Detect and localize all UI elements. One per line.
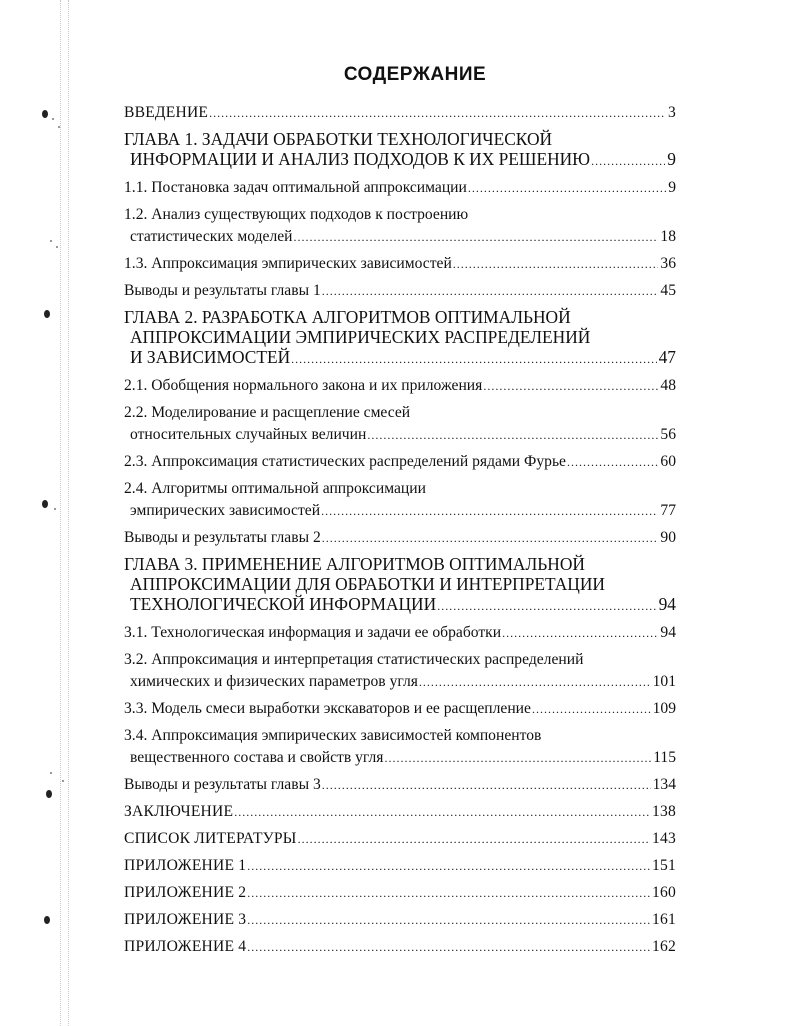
toc-entry-text: 3.2. Аппроксимация и интерпретация статистических распределений bbox=[124, 651, 584, 668]
toc-page-number: 45 bbox=[660, 282, 676, 299]
toc-page-number: 161 bbox=[652, 911, 676, 928]
toc-page-number: 101 bbox=[652, 673, 676, 690]
toc-entry bbox=[124, 774, 676, 796]
toc-entry-line bbox=[124, 500, 676, 522]
toc-entry-text: СПИСОК ЛИТЕРАТУРЫ bbox=[124, 830, 297, 847]
toc-entry-line bbox=[124, 747, 676, 769]
toc-entry-line bbox=[124, 909, 676, 931]
toc-entry-text: ЗАКЛЮЧЕНИЕ bbox=[124, 803, 234, 820]
dot-leader bbox=[291, 349, 656, 369]
toc-entry bbox=[124, 253, 676, 275]
toc-entry-text: относительных случайных величин bbox=[130, 426, 367, 443]
dot-leader bbox=[468, 177, 666, 199]
toc-entry-line bbox=[124, 574, 676, 594]
toc-page-number: 109 bbox=[652, 700, 676, 717]
toc-entry bbox=[124, 280, 676, 302]
toc-entry-text: ГЛАВА 3. ПРИМЕНЕНИЕ АЛГОРИТМОВ ОПТИМАЛЬНОЙ bbox=[124, 554, 585, 574]
toc-entry-text: И ЗАВИСИМОСТЕЙ bbox=[130, 347, 291, 367]
toc-entry bbox=[124, 129, 676, 171]
toc-entry-line bbox=[124, 327, 676, 347]
toc-entry-line bbox=[124, 204, 676, 226]
dot-leader bbox=[483, 375, 658, 397]
dot-leader bbox=[322, 280, 659, 302]
scan-margin-noise bbox=[38, 0, 78, 1026]
toc-entry-text: АППРОКСИМАЦИИ ЭМПИРИЧЕСКИХ РАСПРЕДЕЛЕНИЙ bbox=[130, 327, 591, 347]
toc-entry-text: ПРИЛОЖЕНИЕ 4 bbox=[124, 938, 247, 955]
toc-entry bbox=[124, 855, 676, 877]
toc-entry bbox=[124, 936, 676, 958]
toc-entry-text: 3.3. Модель смеси выработки экскаваторов и ее расщепление bbox=[124, 700, 531, 717]
toc-entry-text: ПРИЛОЖЕНИЕ 1 bbox=[124, 857, 247, 874]
toc-entry-text: 2.1. Обобщения нормального закона и их приложения bbox=[124, 377, 483, 394]
dot-leader bbox=[322, 527, 659, 549]
toc-entry bbox=[124, 554, 676, 616]
toc-entry-line bbox=[124, 801, 676, 823]
toc-page-number: 48 bbox=[660, 377, 676, 394]
toc-entry-line bbox=[124, 828, 676, 850]
toc-entry bbox=[124, 622, 676, 644]
dot-leader bbox=[532, 698, 651, 720]
toc-entry bbox=[124, 451, 676, 473]
toc-page-number: 115 bbox=[653, 749, 676, 766]
toc-entry-text: 1.2. Анализ существующих подходов к построению bbox=[124, 206, 469, 223]
toc-page-number: 18 bbox=[660, 228, 676, 245]
dot-leader bbox=[567, 451, 658, 473]
toc-entry-text: 2.2. Моделирование и расщепление смесей bbox=[124, 404, 411, 421]
toc-entry-line bbox=[124, 698, 676, 720]
toc-page-number: 134 bbox=[652, 776, 676, 793]
dot-leader bbox=[591, 151, 665, 171]
toc-entry-line bbox=[124, 424, 676, 446]
toc-entry bbox=[124, 307, 676, 369]
dot-leader bbox=[419, 671, 651, 693]
dot-leader bbox=[384, 747, 651, 769]
toc-entry-line bbox=[124, 478, 676, 500]
toc-page-number: 77 bbox=[660, 502, 676, 519]
dot-leader bbox=[321, 500, 658, 522]
toc-entry-line bbox=[124, 129, 676, 149]
toc-entry-line bbox=[124, 671, 676, 693]
toc-entry-text: ИНФОРМАЦИИ И АНАЛИЗ ПОДХОДОВ К ИХ РЕШЕНИЮ bbox=[130, 149, 591, 169]
toc-entry-text: ГЛАВА 2. РАЗРАБОТКА АЛГОРИТМОВ ОПТИМАЛЬНОЙ bbox=[124, 307, 571, 327]
toc-entry-text: эмпирических зависимостей bbox=[130, 502, 321, 519]
toc-page-number: 94 bbox=[658, 594, 676, 614]
toc-entry-line bbox=[124, 149, 676, 171]
dot-leader bbox=[453, 253, 659, 275]
dot-leader bbox=[294, 226, 659, 248]
dot-leader bbox=[322, 774, 651, 796]
toc-entry-line bbox=[124, 307, 676, 327]
dot-leader bbox=[247, 855, 650, 877]
toc-entry-line bbox=[124, 527, 676, 549]
toc-entry-line bbox=[124, 725, 676, 747]
toc-entry bbox=[124, 882, 676, 904]
toc-entry bbox=[124, 649, 676, 693]
dot-leader bbox=[298, 828, 650, 850]
toc-entry-text: ПРИЛОЖЕНИЕ 3 bbox=[124, 911, 247, 928]
toc-entry bbox=[124, 204, 676, 248]
toc-entry-text: 1.1. Постановка задач оптимальной аппроксимации bbox=[124, 179, 467, 196]
toc-entry-text: ТЕХНОЛОГИЧЕСКОЙ ИНФОРМАЦИИ bbox=[130, 594, 437, 614]
dot-leader bbox=[247, 936, 650, 958]
toc-entry-text: 2.4. Алгоритмы оптимальной аппроксимации bbox=[124, 480, 426, 497]
dot-leader bbox=[247, 909, 650, 931]
dot-leader bbox=[437, 596, 656, 616]
toc-page-number: 36 bbox=[660, 255, 676, 272]
toc-entry-text: ПРИЛОЖЕНИЕ 2 bbox=[124, 884, 247, 901]
toc-page-number: 9 bbox=[667, 149, 676, 169]
dot-leader bbox=[247, 882, 650, 904]
toc-entry bbox=[124, 478, 676, 522]
toc-entry bbox=[124, 102, 676, 124]
toc-entry-line bbox=[124, 102, 676, 124]
toc-entry-text: 2.3. Аппроксимация статистических распределений рядами Фурье bbox=[124, 453, 566, 470]
toc-entry bbox=[124, 801, 676, 823]
toc-entry-text: ГЛАВА 1. ЗАДАЧИ ОБРАБОТКИ ТЕХНОЛОГИЧЕСКОЙ bbox=[124, 129, 553, 149]
toc-entry bbox=[124, 828, 676, 850]
dot-leader bbox=[367, 424, 658, 446]
toc-entry-line bbox=[124, 402, 676, 424]
toc-page-number: 94 bbox=[660, 624, 676, 641]
toc-entry-line bbox=[124, 554, 676, 574]
toc-page-number: 56 bbox=[660, 426, 676, 443]
dot-leader bbox=[502, 622, 658, 644]
toc-entry-text: 3.4. Аппроксимация эмпирических зависимостей компонентов bbox=[124, 727, 542, 744]
toc-entry bbox=[124, 698, 676, 720]
toc-entry-line bbox=[124, 375, 676, 397]
toc-entry-text: АППРОКСИМАЦИИ ДЛЯ ОБРАБОТКИ И ИНТЕРПРЕТАЦИИ bbox=[130, 574, 605, 594]
toc-entry bbox=[124, 402, 676, 446]
toc-entry-text: статистических моделей bbox=[130, 228, 293, 245]
toc-entry bbox=[124, 177, 676, 199]
toc-entry bbox=[124, 909, 676, 931]
toc-page-number: 90 bbox=[660, 529, 676, 546]
toc-entry-line bbox=[124, 594, 676, 616]
toc-entry-text: Выводы и результаты главы 2 bbox=[124, 529, 321, 546]
toc-page-number: 138 bbox=[652, 803, 676, 820]
dot-leader bbox=[234, 801, 650, 823]
page-title: СОДЕРЖАНИЕ bbox=[343, 64, 487, 85]
toc-entry-line bbox=[124, 253, 676, 275]
toc-entry-line bbox=[124, 774, 676, 796]
toc-page-number: 143 bbox=[652, 830, 676, 847]
toc-entry-text: Выводы и результаты главы 1 bbox=[124, 282, 321, 299]
toc-entry-text: химических и физических параметров угля bbox=[130, 673, 418, 690]
toc-page-number: 3 bbox=[668, 104, 676, 121]
toc-page-number: 151 bbox=[652, 857, 676, 874]
toc-entry bbox=[124, 527, 676, 549]
toc-entry-line bbox=[124, 280, 676, 302]
toc-page-number: 160 bbox=[652, 884, 676, 901]
toc-entry-line bbox=[124, 882, 676, 904]
toc-entry-line bbox=[124, 855, 676, 877]
toc-entry-text: ВВЕДЕНИЕ bbox=[124, 104, 209, 121]
toc-page-number: 9 bbox=[668, 179, 676, 196]
toc-entry-line bbox=[124, 622, 676, 644]
dot-leader bbox=[209, 102, 666, 124]
toc-entry-line bbox=[124, 177, 676, 199]
toc-page-number: 60 bbox=[660, 453, 676, 470]
toc-entry-text: Выводы и результаты главы 3 bbox=[124, 776, 321, 793]
toc-entry bbox=[124, 375, 676, 397]
toc-entry-text: вещественного состава и свойств угля bbox=[130, 749, 384, 766]
toc-entry-line bbox=[124, 649, 676, 671]
toc-entry-line bbox=[124, 347, 676, 369]
toc-entry-text: 3.1. Технологическая информация и задачи ее обработки bbox=[124, 624, 502, 641]
toc-entry-line bbox=[124, 936, 676, 958]
toc-entry-text: 1.3. Аппроксимация эмпирических зависимостей bbox=[124, 255, 452, 272]
toc-entry bbox=[124, 725, 676, 769]
toc-entry-line bbox=[124, 451, 676, 473]
table-of-contents bbox=[124, 102, 676, 963]
toc-page-number: 162 bbox=[652, 938, 676, 955]
toc-entry-line bbox=[124, 226, 676, 248]
toc-page-number: 47 bbox=[658, 347, 676, 367]
